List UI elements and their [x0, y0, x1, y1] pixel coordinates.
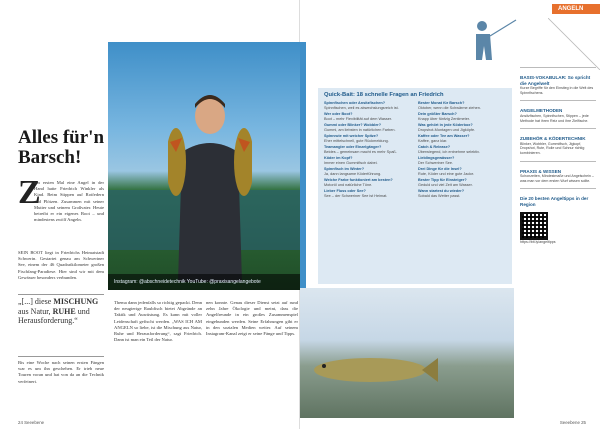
pike-catch-icon	[310, 348, 440, 388]
quiz-question: Spinnfisch im Winter?	[324, 166, 365, 171]
quiz-answer: See – der Schweriner See ist Heimat.	[324, 193, 388, 198]
quiz-item	[418, 156, 506, 166]
quiz-answer: Knapp über fünfzig Zentimeter.	[418, 116, 470, 121]
quiz-item	[418, 101, 506, 111]
vocabulary-sidebar	[520, 62, 596, 422]
sidebar-section-head: ZUBEHÖR & KÖDERTECHNIK	[520, 136, 586, 142]
pull-quote	[18, 297, 104, 326]
quiz-answer: Immer einen Gummifisch dabei.	[324, 160, 378, 165]
pull-quote-rule-bottom	[18, 356, 104, 357]
qr-link[interactable]: https://bit.ly/angeltipps	[520, 239, 556, 244]
sidebar-section	[520, 67, 596, 95]
folio-left: 24 Seeebene	[18, 420, 45, 425]
pull-quote-tail: und Herausforderung.“	[18, 306, 90, 325]
quiz-question: Köder im Kopf?	[324, 155, 353, 160]
pull-quote-lead: „[...] diese	[18, 297, 52, 306]
dropcap: Z	[18, 174, 41, 211]
quiz-item	[324, 101, 412, 111]
sidebar-section-text: Blinker, Wobbler, Gummifisch, Jigkopf, Dropshot, Rute, Rolle und Schnur richtig kombinieren.	[520, 141, 585, 155]
quiz-item	[418, 167, 506, 177]
quiz-question: Lieblingsgewässer?	[418, 155, 455, 160]
quiz-answer: Motoröl und natürliche Töne.	[324, 182, 373, 187]
quiz-item	[418, 145, 506, 155]
quiz-question: Dein größter Barsch?	[418, 111, 457, 116]
pull-quote-mid: aus Natur,	[18, 306, 51, 316]
quiz-item	[324, 123, 412, 133]
article-body-c: nen konnte. Genau dieser Dienst setzt auf rund zehn Jahre Ökologie und meint, dass die Angelfreunde in ein großes Zusammenspiel eingebunden werden. Seine Erfahrungen gibt er in den sozialen Medien weiter. Auf seinem Instagram-Kanal zeigt er seine Fänge und Tipps.	[206, 300, 298, 337]
section-tab: ANGELN	[552, 4, 600, 14]
article-intro: um ersten Mal eine Angel in der Hand hatte Friedrich Winkler als Kind. Beim Stippen auf Rotfedern und Plötzen. Zusammen mit seiner Mutter und seinem Großvater. Heute betreibt er ein eigenes Boot – und mindestens zwölf Angeln.	[34, 180, 104, 223]
quiz-item	[324, 134, 412, 144]
quiz-answer: Sobald das Wetter passt.	[418, 193, 461, 198]
quiz-answer: Beides – gemeinsam macht es mehr Spaß.	[324, 149, 397, 154]
angler-silhouette-icon	[460, 14, 520, 74]
sidebar-section	[520, 161, 596, 184]
quiz-item	[418, 189, 506, 199]
qr-box	[520, 188, 596, 244]
quiz-answer: Kaffee, ganz klar.	[418, 138, 448, 143]
quiz-answer: Dropshot-Montagen und Jigköpfe.	[418, 127, 476, 132]
quiz-answer: Gummi, am liebsten in natürlichen Farben.	[324, 127, 396, 132]
quiz-question: Teamangler oder Einzelgänger?	[324, 144, 382, 149]
sidebar-section	[520, 100, 596, 123]
quiz-question: Wann startest du wieder?	[418, 188, 465, 193]
article-body-a2: Bis eine Woche nach seinen ersten Fängen war es um ihn geschehen. Er trieb neue Touren voran und hat von da an die Technik verfeinert.	[18, 360, 104, 384]
quiz-item	[418, 123, 506, 133]
quiz-answer: Geduld und viel Zeit am Wasser.	[418, 182, 473, 187]
quiz-question: Bester Monat für Barsch?	[418, 101, 465, 105]
quiz-item	[324, 156, 412, 166]
quiz-item	[418, 178, 506, 188]
quiz-answer: Spinnfischen, weil es abwechslungsreich ist.	[324, 105, 399, 110]
sidebar-section-head: BASIS-VOKABULAR: So spricht die Angelwelt	[520, 75, 591, 86]
pull-quote-rule-top	[18, 294, 104, 295]
quiz-box	[318, 88, 512, 284]
quiz-question: Wer oder Boot?	[324, 111, 353, 116]
sidebar-section-head: PRAXIS & WISSEN	[520, 168, 562, 174]
quiz-item	[324, 178, 412, 188]
quiz-question: Spinnrute mit weicher Spitze?	[324, 133, 379, 138]
quiz-question: Drei Dinge für die Insel?	[418, 166, 462, 171]
article-headline: Alles für'n Barsch!	[18, 127, 105, 168]
photo-caption: Instagram: @abschneidetechnik YouTube: @praxisangelangebote	[108, 274, 300, 290]
sidebar-section-text: Schonzeiten, Mindestmaße und Angelschein – was man vor dem ersten Wurf wissen sollte.	[520, 174, 594, 183]
quiz-answer: Der Schweriner See.	[418, 160, 454, 165]
photo-spread-edge	[300, 42, 306, 290]
angler-photo-top	[108, 42, 300, 290]
pull-quote-bold1: MISCHUNG	[53, 297, 99, 306]
sidebar-section-text: Ansitzfischen, Spinnfischen, Stippen – jede Methode hat ihren Reiz und ihre Zielfische.	[520, 113, 589, 123]
angler-photo-bottom	[300, 288, 514, 418]
sidebar-section-text: Kurze Begriffe für den Einstieg in die Welt des Spinnfischens.	[520, 86, 594, 95]
quiz-question: Welche Farbe funktioniert am besten?	[324, 177, 393, 182]
article-body-b: Thema dann jedenfalls so richtig gepackt. Denn der neugierige Raubfisch bietet Abgründe an Taktik und Ausrüstung. Es kann mit voller Leidenschaft gefischt werden. „WAS ICH AM ANGELN so liebe, ist die Mischung aus Natur, Ruhe und Herausforderung“, sagt Friedrich. Dann ist man ein Teil der Natur.	[114, 300, 202, 343]
angler-holding-perch-icon	[168, 82, 252, 282]
quiz-question: Bester Tipp für Einsteiger?	[418, 177, 467, 182]
quiz-answer: Eher mittelschnell, gute Rückmeldung.	[324, 138, 389, 143]
quiz-answer: Überwiegend, ich entnehme selektiv.	[418, 149, 480, 154]
quiz-answer: Boot – mehr Flexibilität auf dem Wasser.	[324, 116, 393, 121]
sidebar-section	[520, 128, 596, 155]
quiz-item	[418, 134, 506, 144]
quiz-question: Kaffee oder Tee am Wasser?	[418, 133, 470, 138]
quiz-title: Quick-Bait: 18 schnelle Fragen an Friedrich	[324, 92, 444, 98]
pull-quote-bold2: RUHE	[52, 306, 76, 316]
quiz-column-left	[324, 101, 412, 200]
qr-code-icon[interactable]	[520, 212, 548, 240]
quiz-question: Was gehört in jede Köderbox?	[418, 122, 473, 127]
folio-right: Seeebene 25	[559, 420, 586, 425]
quiz-item	[324, 167, 412, 177]
quiz-columns	[324, 101, 506, 200]
sidebar-section-head: ANGELMETHODEN	[520, 108, 563, 114]
qr-caption: Die 20 besten Angeltipps in der Region	[520, 196, 589, 207]
quiz-answer: Ja, dann langsame Köderführung.	[324, 171, 382, 176]
quiz-question: Gummi oder Blinker? Wobbler?	[324, 122, 382, 127]
quiz-item	[324, 145, 412, 155]
quiz-answer: Rute, Köder und eine gute Jacke.	[418, 171, 475, 176]
quiz-answer: Oktober, wenn die Schwärme ziehen.	[418, 105, 481, 110]
quiz-question: Catch & Release?	[418, 144, 451, 149]
quiz-item	[324, 112, 412, 122]
article-body-a: SEIN BOOT liegt in Friedrichs Heimatstadt Schwerin. Gestartet genau am Schweriner See, einem der 46 Quadratkilometer großen Fischfang-Paradiese. Hier sind wir mit dem Gewässer besonders verbunden.	[18, 250, 104, 280]
quiz-item	[418, 112, 506, 122]
quiz-item	[324, 189, 412, 199]
quiz-column-right	[418, 101, 506, 200]
sidebar-sections	[520, 67, 596, 183]
quiz-question: Spinnfischen oder Ansitzfischen?	[324, 101, 386, 105]
quiz-question: Lieber Fluss oder See?	[324, 188, 366, 193]
